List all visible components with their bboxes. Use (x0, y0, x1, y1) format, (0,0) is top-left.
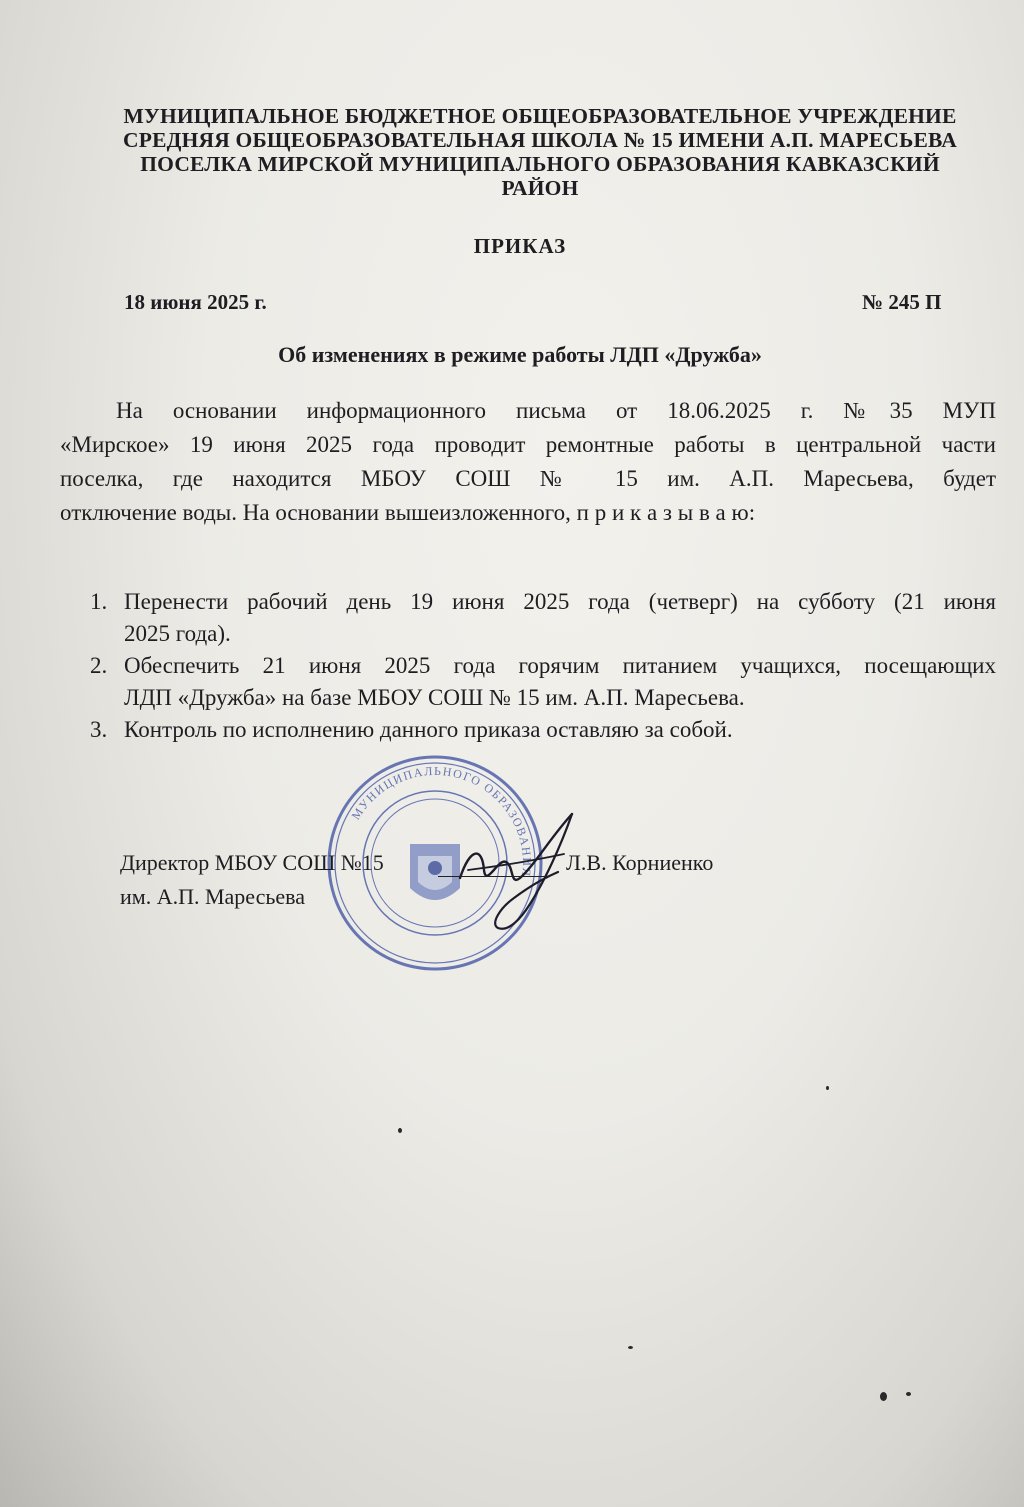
order-items (90, 586, 996, 746)
paper-speck (398, 1128, 402, 1133)
document-date: 18 июня 2025 г. (124, 290, 267, 314)
paper-speck (628, 1346, 633, 1349)
signatory-title (120, 846, 384, 914)
preamble-line: поселка, где находится МБОУ СОШ № 15 им. А.П. Маресьева, будет (60, 466, 996, 491)
item-text: Контроль по исполнению данного приказа оставляю за собой. (124, 717, 733, 742)
stamp-text: МУНИЦИПАЛЬНОГО ОБРАЗОВАНИЯ (348, 763, 535, 879)
document-type: ПРИКАЗ (473, 234, 567, 258)
document-subject: Об изменениях в режиме работы ЛДП «Дружба» (278, 342, 762, 367)
item-number: 1. (90, 589, 108, 614)
header-line: РАЙОН (501, 176, 579, 200)
paper-speck (826, 1086, 829, 1090)
item-number: 2. (90, 653, 108, 678)
preamble-line: На основании информационного письма от 18.06.2025 г. №35 МУП (116, 398, 996, 423)
preamble (60, 394, 996, 530)
document-number: № 245 П (862, 290, 942, 314)
header-line: СРЕДНЯЯ ОБЩЕОБРАЗОВАТЕЛЬНАЯ ШКОЛА № 15 ИМЕНИ А.П. МАРЕСЬЕВА (123, 128, 957, 152)
signature-line (438, 876, 550, 877)
signatory-position: Директор МБОУ СОШ №15 (120, 850, 384, 875)
paper-speck (906, 1392, 911, 1396)
header-line: ПОСЕЛКА МИРСКОЙ МУНИЦИПАЛЬНОГО ОБРАЗОВАНИЯ КАВКАЗСКИЙ (140, 152, 940, 176)
list-item (90, 586, 996, 650)
organization-header (60, 104, 1020, 200)
preamble-line: «Мирское» 19 июня 2025 года проводит ремонтные работы в центральной части (60, 432, 996, 457)
paper-speck (880, 1392, 887, 1401)
header-line: МУНИЦИПАЛЬНОЕ БЮДЖЕТНОЕ ОБЩЕОБРАЗОВАТЕЛЬНОЕ УЧРЕЖДЕНИЕ (123, 104, 957, 128)
signatory-name: Л.В. Корниенко (566, 850, 714, 875)
item-text: Обеспечить 21 июня 2025 года горячим питанием учащихся, посещающих (124, 653, 996, 678)
item-text: 2025 года). (124, 621, 231, 646)
list-item (90, 650, 996, 714)
item-text: Перенести рабочий день 19 июня 2025 года (четверг) на субботу (21 июня (124, 589, 996, 614)
item-number: 3. (90, 717, 108, 742)
item-text: ЛДП «Дружба» на базе МБОУ СОШ № 15 им. А.П. Маресьева. (124, 685, 745, 710)
list-item (90, 714, 996, 746)
preamble-line: отключение воды. На основании вышеизложенного, п р и к а з ы в а ю: (60, 500, 756, 525)
signatory-position: им. А.П. Маресьева (120, 884, 306, 909)
